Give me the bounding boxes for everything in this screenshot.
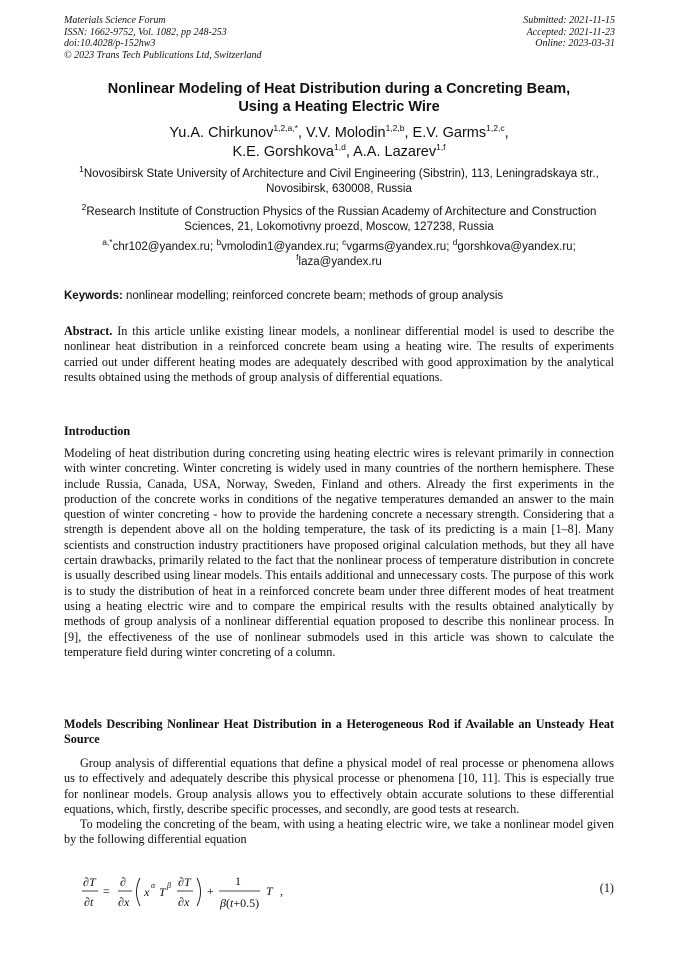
introduction-paragraph: Modeling of heat distribution during concreting using heating electric wires is relevant primarily in connection with winter concreting. Winter concreting is widely used in many countries of the northern hemisphere. These include Russia, Canada, USA, Norway, Sweden, Finland and others. Already the first experiments in the production of the concrete works in conditions of the negative temperatures demanded an answer to the main question of winter concreting - how to provide the hardening concrete a necessary strength. Considering that a strength is dependent above all on the holding temperature, the task of its predicting is a main [1–8]. Many scientists and construction industry practitioners have proposed original calculation methods, but they all have certain drawbacks, primarily related to the fact that the nonlinear process of temperature distribution in concrete is usually described using linear models. This entails additional and unnecessary costs. The purpose of this work is to study the distribution of heat in a reinforced concrete beam under three different modes of heat treatment using a heating electric wire and to compare the empirical results with the results obtained analytically by methods of group analysis of a nonlinear differential equation proposed to describe this nonlinear process. In [9], the effectiveness of the use of nonlinear submodels used in this article was shown to calculate the temperature field during winter concreting of a column. (64, 446, 614, 659)
lhs-fraction (82, 875, 98, 909)
dates-info (523, 15, 615, 50)
author-affiliation-sup: 1,2,b (385, 123, 405, 134)
keywords-text: nonlinear modelling; reinforced concrete beam; methods of group analysis (122, 290, 504, 302)
copyright-info: © 2023 Trans Tech Publications Ltd, Switzerland (64, 49, 262, 61)
equation-comma: , (280, 884, 283, 898)
email-link[interactable]: chr102@yandex.ru; (112, 241, 217, 253)
author-name: A.A. Lazarev (353, 144, 437, 160)
affiliation-1 (64, 164, 614, 197)
author-affiliation-sup: 1,2,c (486, 123, 505, 134)
affiliation-text: Novosibirsk State University of Architecture and Civil Engineering (Sibstrin), 113, Leningradskaya str., Novosibirsk, 630008, Russia (83, 168, 599, 195)
section-heading-introduction: Introduction (64, 424, 131, 438)
svg-text:∂T: ∂T (178, 875, 191, 889)
plus-sign: + (207, 884, 214, 898)
email-link[interactable]: laza@yandex.ru (298, 256, 382, 268)
svg-text:∂x: ∂x (118, 895, 130, 909)
author-name: Yu.A. Chirkunov (169, 125, 274, 141)
author-name: V.V. Molodin (306, 125, 386, 141)
email-list: $^{a,*}$chr102@yandex.ru; $^b$vmolodin1@yandex.ru; $^c$vgarms@yandex.ru; $^d$gorshkova@yandex.ru; $^f$laza@yandex.ru (102, 237, 576, 268)
models-section (64, 756, 614, 848)
svg-text:β(t+0.5): β(t+0.5) (220, 896, 260, 910)
author-list: Yu.A. Chirkunov$^{1,2,a,*}$, V.V. Molodin$^{1,2,b}$, E.V. Garms$^{1,2,c}$, K.E. Gorshkova$^{1,d}$, A.A. Lazarev$^{1,f}$ (169, 123, 509, 160)
abstract-text: In this article unlike existing linear models, a nonlinear differential model is used to describe the nonlinear heat distribution in a reinforced concrete beam using a heating wire. The results of experiments carried out under different heating modes are adequately described with good approximation by the analytical results obtained using the methods of group analysis of differential equations. (64, 324, 614, 384)
email-link[interactable]: vmolodin1@yandex.ru; (221, 241, 343, 253)
inner-term (143, 875, 193, 909)
doi-info[interactable]: doi:10.4028/p-152hw3 (64, 38, 156, 49)
svg-text:β: β (167, 881, 171, 890)
author-affiliation-sup: 1,2,a,* (273, 123, 298, 134)
paper-title (64, 80, 614, 116)
section-heading-models: Models Describing Nonlinear Heat Distribution in a Heterogeneous Rod if Available an Unsteady Heat Source (64, 717, 614, 747)
spatial-derivative (118, 875, 132, 909)
source-term-fraction (219, 874, 260, 910)
author-name: K.E. Gorshkova (232, 144, 334, 160)
svg-text:x: x (144, 885, 150, 899)
affiliation-text: Research Institute of Construction Physics of the Russian Academy of Architecture and Construction Sciences, 21, Lokomotivny proezd, Moscow, 127238, Russia (86, 206, 597, 233)
svg-text:α: α (151, 881, 156, 890)
models-paragraph-2: To modeling the concreting of the beam, with using a heating electric wire, we take a nonlinear model given by the following differential equation (64, 817, 614, 847)
author-affiliation-sup: 1,d (333, 142, 346, 153)
temperature-symbol: T (266, 884, 273, 898)
abstract-label: Abstract. (64, 324, 113, 338)
affiliation-sup: 2 (81, 202, 87, 213)
svg-text:T: T (159, 885, 166, 899)
journal-name: Materials Science Forum (64, 15, 166, 26)
affiliation-sup: 1 (79, 164, 84, 175)
affiliation-2 (64, 202, 614, 235)
svg-text:1: 1 (235, 874, 241, 888)
accepted-date: Accepted: 2021-11-23 (526, 26, 615, 38)
svg-text:∂t: ∂t (84, 895, 94, 909)
submitted-date: Submitted: 2021-11-15 (523, 15, 615, 26)
left-paren (137, 878, 141, 906)
author-name: E.V. Garms (412, 125, 487, 141)
right-paren (197, 878, 201, 906)
title-line-2: Using a Heating Electric Wire (238, 99, 440, 115)
email-link[interactable]: gorshkova@yandex.ru; (457, 241, 576, 253)
title-line-1: Nonlinear Modeling of Heat Distribution during a Concreting Beam, (107, 81, 571, 97)
issn-info: ISSN: 1662-9752, Vol. 1082, pp 248-253 (64, 26, 227, 38)
keywords (64, 289, 614, 304)
equals-sign: = (103, 884, 110, 898)
svg-text:∂T: ∂T (83, 875, 96, 889)
author-affiliation-sup: 1,f (436, 142, 446, 153)
email-link[interactable]: vgarms@yandex.ru; (346, 241, 453, 253)
equation-number: (1) (599, 881, 614, 895)
publication-info (64, 15, 262, 61)
online-date: Online: 2023-03-31 (535, 38, 615, 49)
equation-1 (80, 872, 540, 920)
keywords-label: Keywords: (64, 290, 123, 302)
abstract (64, 324, 614, 385)
models-paragraph-1: Group analysis of differential equations that define a physical model of real processe or phenomena allows us to effectively and adequately describe this physical processe or phenomena [10, 11]. This is especially true for nonlinear models. Group analysis allows you to effectively obtain accurate solutions to these differential equations, which, firstly, describe specific processes, and secondly, are good tests at research. (64, 756, 614, 816)
svg-text:∂x: ∂x (178, 895, 190, 909)
svg-text:∂: ∂ (120, 875, 126, 889)
